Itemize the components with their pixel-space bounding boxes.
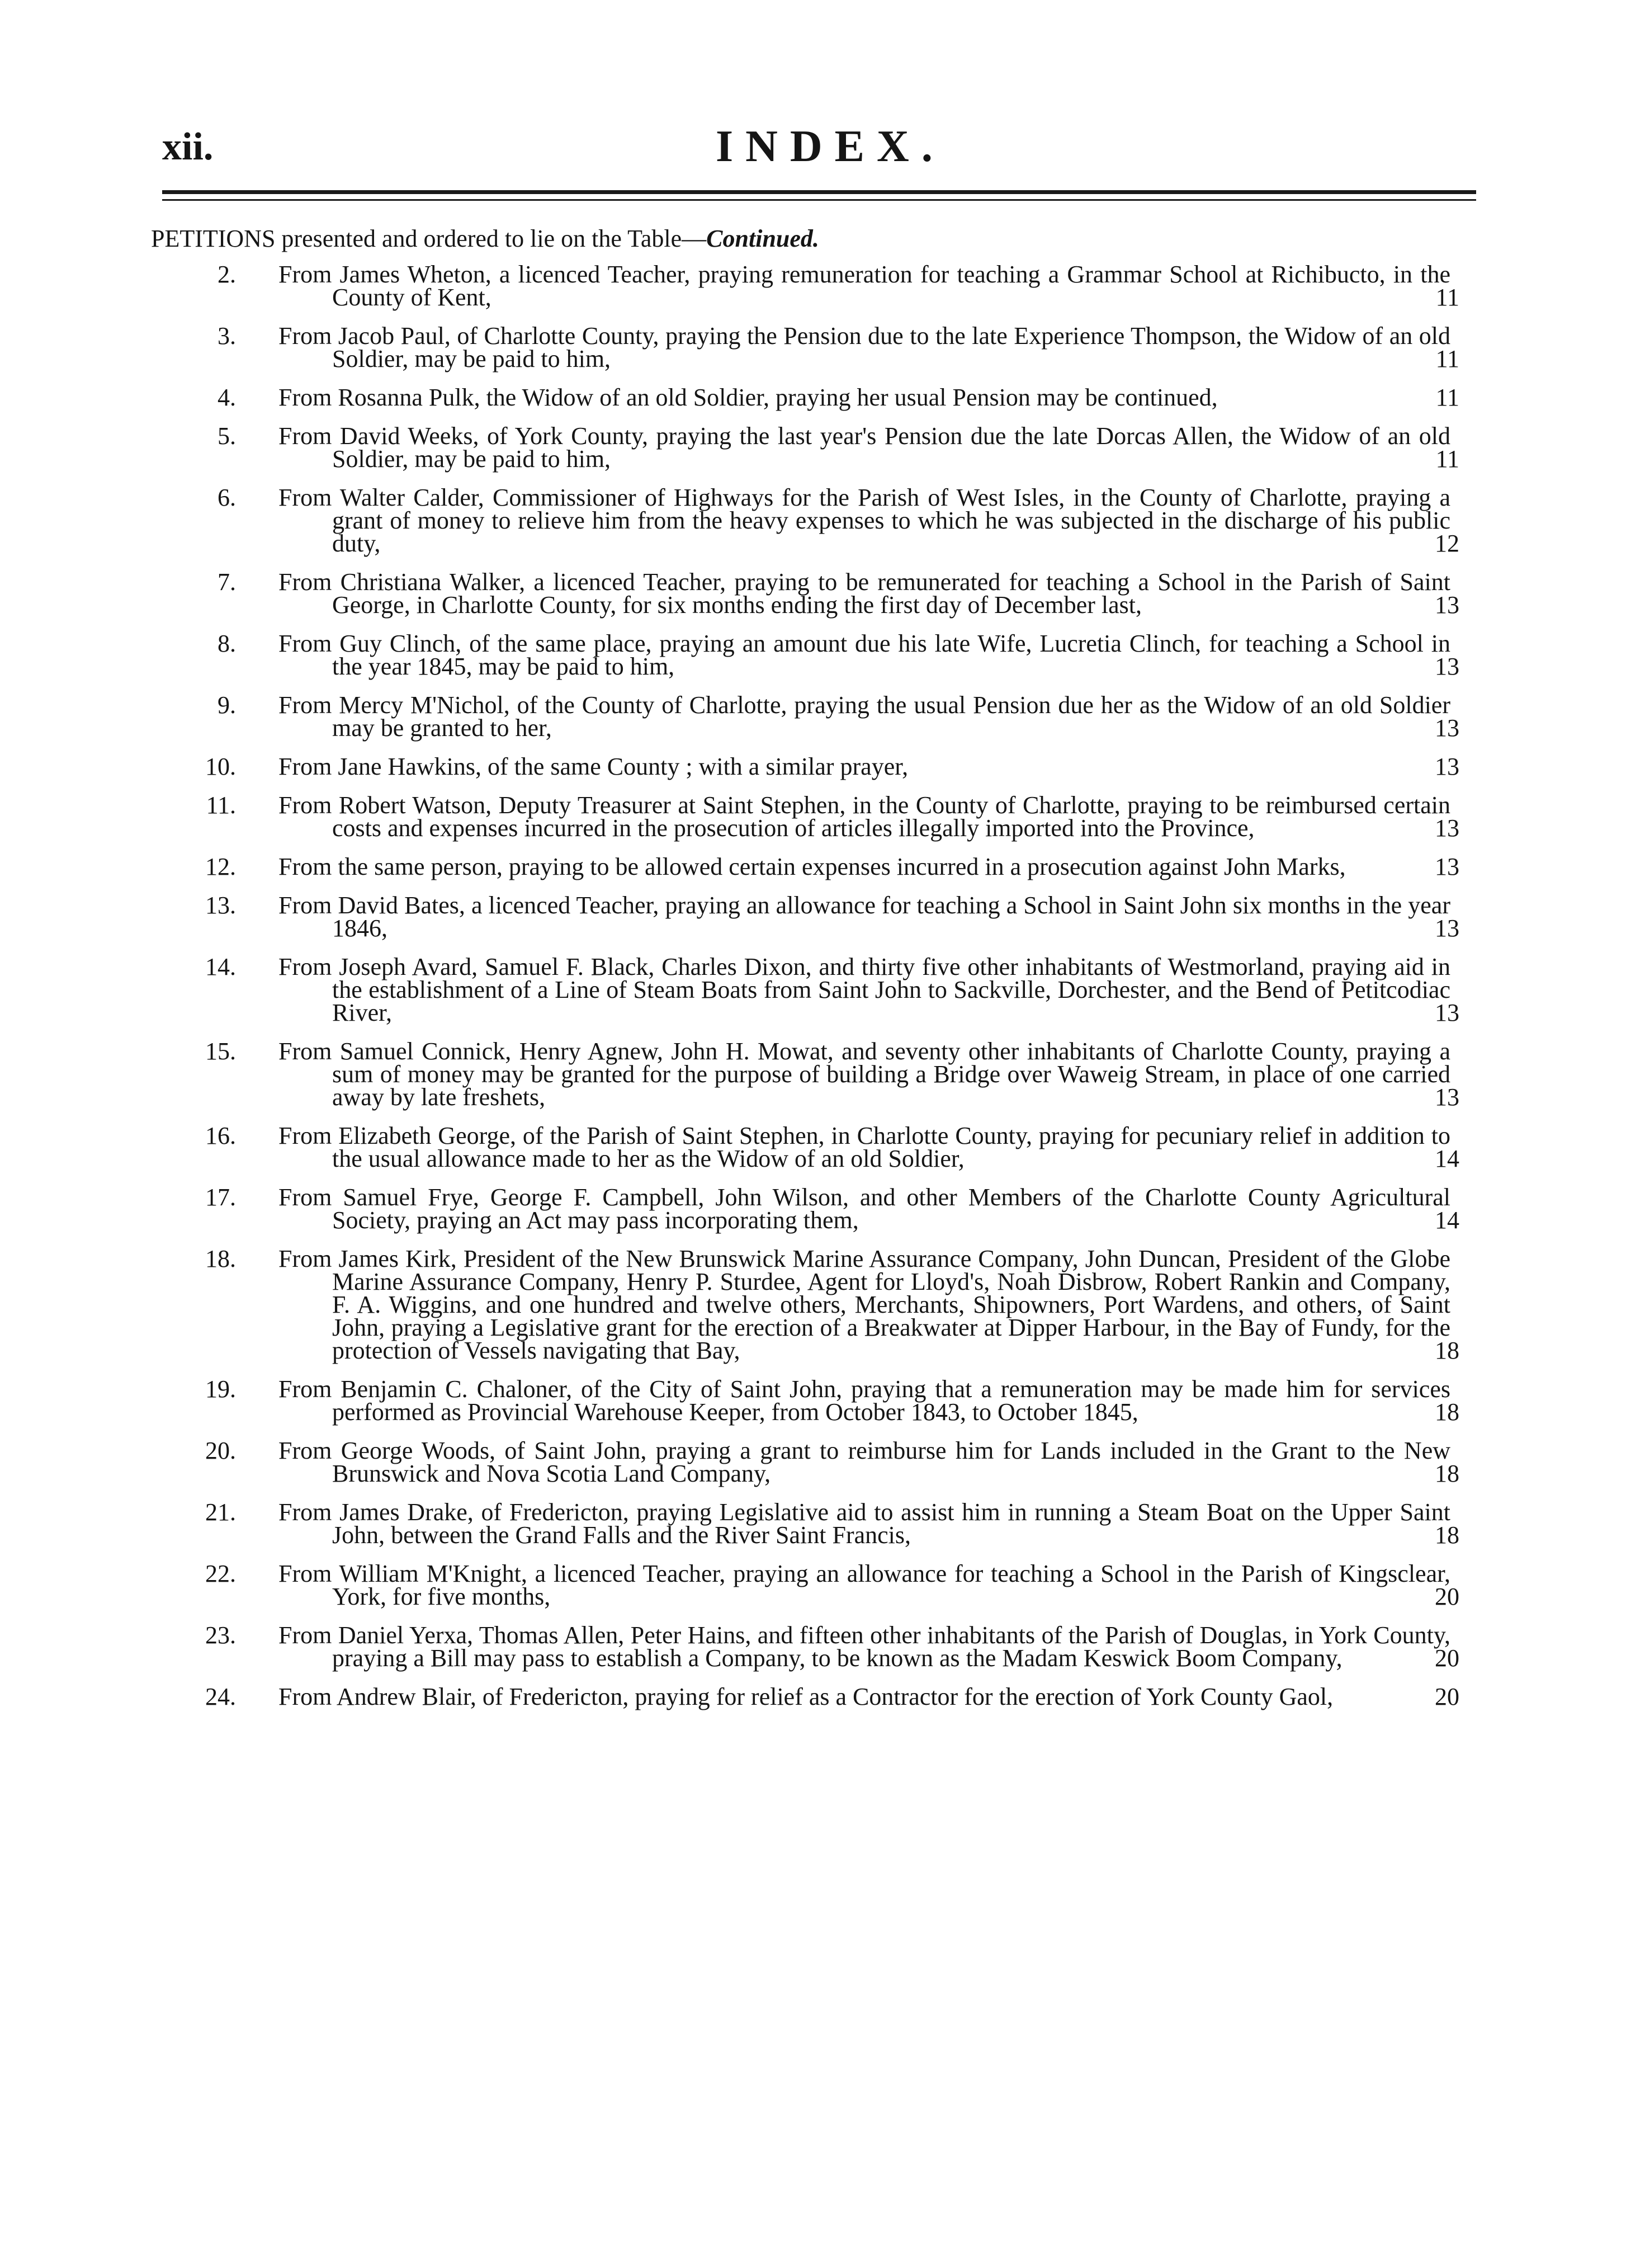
petition-entry (0, 632, 1645, 678)
petition-entry (0, 1562, 1645, 1608)
entry-number: 11. (206, 791, 236, 819)
entry-number: 16. (205, 1122, 236, 1149)
petition-entry (0, 1375, 1645, 1426)
entry-number: 24. (205, 1683, 236, 1710)
entry-page-reference: 13 (1435, 653, 1459, 680)
entry-number: 23. (205, 1621, 236, 1649)
entry-page-reference: 18 (1435, 1398, 1459, 1426)
entry-page-reference: 11 (1435, 284, 1459, 311)
petition-entry (0, 386, 1645, 409)
entry-page-reference: 20 (1435, 1583, 1459, 1610)
petition-entry (0, 1183, 1645, 1234)
petition-entry (0, 568, 1645, 619)
entry-page-reference: 13 (1435, 1083, 1459, 1111)
section-continued-label: Continued. (706, 225, 819, 252)
petition-entry (0, 691, 1645, 742)
entry-number: 17. (205, 1183, 236, 1211)
petition-entry (0, 1498, 1645, 1549)
entry-page-reference: 13 (1435, 999, 1459, 1026)
entry-page-reference: 11 (1435, 445, 1459, 473)
entry-number: 21. (205, 1498, 236, 1526)
petition-entry (0, 1439, 1645, 1485)
petition-entry (0, 1685, 1645, 1708)
entry-number: 5. (218, 422, 236, 450)
entry-page-reference: 13 (1435, 591, 1459, 619)
petition-entry (0, 894, 1645, 940)
entry-text: From Rosanna Pulk, the Widow of an old Soldier, praying her usual Pension may be continued, (278, 384, 1218, 411)
entry-number: 14. (205, 953, 236, 980)
entry-text: From Daniel Yerxa, Thomas Allen, Peter Hains, and fifteen other inhabitants of the Parish of Douglas, in York County, praying a Bill may pass to establish a Company, to be known as the Madam Keswick Boom Company, (278, 1621, 1450, 1672)
entry-text: From Robert Watson, Deputy Treasurer at Saint Stephen, in the County of Charlotte, praying to be reimbursed certain costs and expenses incurred in the prosecution of articles illegally imported into the Province, (278, 791, 1450, 842)
entry-number: 2. (218, 261, 236, 288)
entry-text: From Andrew Blair, of Fredericton, praying for relief as a Contractor for the erection of York County Gaol, (278, 1683, 1334, 1710)
entry-page-reference: 13 (1435, 853, 1459, 880)
petition-entry (0, 1621, 1645, 1672)
entry-text: From Guy Clinch, of the same place, praying an amount due his late Wife, Lucretia Clinch, for teaching a School in the year 1845, may be paid to him, (278, 630, 1450, 680)
entry-number: 3. (218, 322, 236, 350)
entry-text: From Samuel Connick, Henry Agnew, John H. Mowat, and seventy other inhabitants of Charlotte County, praying a sum of money may be granted for the purpose of building a Bridge over Waweig Stream, in place of one carried away by late freshets, (278, 1038, 1450, 1111)
entry-page-reference: 13 (1435, 714, 1459, 742)
entry-text: From James Kirk, President of the New Brunswick Marine Assurance Company, John Duncan, President of the Globe Marine Assurance Company, Henry P. Sturdee, Agent for Lloyd's, Noah Disbrow, Robert Rankin and Company, F. A. Wiggins, and one hundred and twelve others, Merchants, Shipowners, Port Wardens, and others, of Saint John, praying a Legislative grant for the erection of a Breakwater at Dipper Harbour, in the Bay of Fundy, for the protection of Vessels navigating that Bay, (278, 1245, 1450, 1364)
header-rule-thick (162, 190, 1476, 194)
petition-entry (0, 791, 1645, 842)
section-heading-text: PETITIONS presented and ordered to lie on the Table— (151, 225, 707, 252)
entry-text: From James Drake, of Fredericton, praying Legislative aid to assist him in running a Steam Boat on the Upper Saint John, between the Grand Falls and the River Saint Francis, (278, 1498, 1450, 1549)
header-rule-thin (162, 199, 1476, 201)
entry-number: 15. (205, 1038, 236, 1065)
petition-entry (0, 755, 1645, 778)
entry-page-reference: 12 (1435, 530, 1459, 557)
entry-number: 20. (205, 1437, 236, 1464)
entry-text: From Jacob Paul, of Charlotte County, praying the Pension due to the late Experience Thompson, the Widow of an old Soldier, may be paid to him, (278, 322, 1450, 373)
entry-text: From Mercy M'Nichol, of the County of Charlotte, praying the usual Pension due her as the Widow of an old Soldier may be granted to her, (278, 691, 1450, 742)
entry-text: From Benjamin C. Chaloner, of the City of Saint John, praying that a remuneration may be made him for services performed as Provincial Warehouse Keeper, from October 1843, to October 1845, (278, 1375, 1450, 1426)
entry-text: From William M'Knight, a licenced Teacher, praying an allowance for teaching a School in the Parish of Kingsclear, York, for five months, (278, 1560, 1450, 1610)
entry-text: From James Wheton, a licenced Teacher, praying remuneration for teaching a Grammar School at Richibucto, in the County of Kent, (278, 261, 1450, 311)
petition-entry (0, 955, 1645, 1024)
entry-number: 4. (218, 384, 236, 411)
entry-page-reference: 20 (1435, 1683, 1459, 1710)
entry-text: From David Bates, a licenced Teacher, praying an allowance for teaching a School in Saint John six months in the year 1846, (278, 892, 1450, 942)
entry-number: 8. (218, 630, 236, 657)
entry-text: From Walter Calder, Commissioner of Highways for the Parish of West Isles, in the County of Charlotte, praying a grant of money to relieve him from the heavy expenses to which he was subjected in the discharge of his public duty, (278, 484, 1450, 557)
entry-text: From Elizabeth George, of the Parish of Saint Stephen, in Charlotte County, praying for pecuniary relief in addition to the usual allowance made to her as the Widow of an old Soldier, (278, 1122, 1450, 1172)
petition-entry (0, 855, 1645, 878)
entry-text: From Joseph Avard, Samuel F. Black, Charles Dixon, and thirty five other inhabitants of Westmorland, praying aid in the establishment of a Line of Steam Boats from Saint John to Sackville, Dorchester, and the Bend of Petitcodiac River, (278, 953, 1450, 1026)
petition-entry (0, 1124, 1645, 1170)
entry-number: 7. (218, 568, 236, 596)
entry-page-reference: 13 (1435, 814, 1459, 842)
section-heading (151, 225, 819, 253)
entry-page-reference: 18 (1435, 1460, 1459, 1487)
entry-number: 9. (218, 691, 236, 719)
entry-number: 12. (205, 853, 236, 880)
entry-text: From Christiana Walker, a licenced Teacher, praying to be remunerated for teaching a School in the Parish of Saint George, in Charlotte County, for six months ending the first day of December last, (278, 568, 1450, 619)
entry-page-reference: 13 (1435, 914, 1459, 942)
entry-number: 19. (205, 1375, 236, 1403)
entry-number: 22. (205, 1560, 236, 1587)
petition-entry (0, 322, 1645, 373)
entry-number: 13. (205, 892, 236, 919)
entry-text: From Jane Hawkins, of the same County ; with a similar prayer, (278, 753, 909, 780)
entry-page-reference: 13 (1435, 753, 1459, 780)
petition-entry (0, 263, 1645, 309)
entry-text: From George Woods, of Saint John, praying a grant to reimburse him for Lands included in the Grant to the New Brunswick and Nova Scotia Land Company, (278, 1437, 1450, 1487)
petition-entry (0, 1247, 1645, 1362)
entry-page-reference: 18 (1435, 1521, 1459, 1549)
petition-entry (0, 422, 1645, 473)
petition-entry (0, 1040, 1645, 1109)
petition-entry (0, 486, 1645, 555)
page-title: INDEX. (716, 122, 945, 171)
entry-text: From the same person, praying to be allowed certain expenses incurred in a prosecution against John Marks, (278, 853, 1346, 880)
page-number: xii. (162, 125, 214, 168)
entry-text: From David Weeks, of York County, praying the last year's Pension due the late Dorcas Allen, the Widow of an old Soldier, may be paid to him, (278, 422, 1450, 473)
petition-list (0, 263, 1645, 1724)
entry-text: From Samuel Frye, George F. Campbell, John Wilson, and other Members of the Charlotte County Agricultural Society, praying an Act may pass incorporating them, (278, 1183, 1450, 1234)
entry-page-reference: 14 (1435, 1145, 1459, 1172)
entry-page-reference: 18 (1435, 1337, 1459, 1364)
entry-page-reference: 20 (1435, 1644, 1459, 1672)
entry-page-reference: 11 (1435, 384, 1459, 411)
entry-number: 6. (218, 484, 236, 511)
entry-page-reference: 14 (1435, 1206, 1459, 1234)
entry-page-reference: 11 (1435, 345, 1459, 373)
entry-number: 10. (205, 753, 236, 780)
entry-number: 18. (205, 1245, 236, 1272)
